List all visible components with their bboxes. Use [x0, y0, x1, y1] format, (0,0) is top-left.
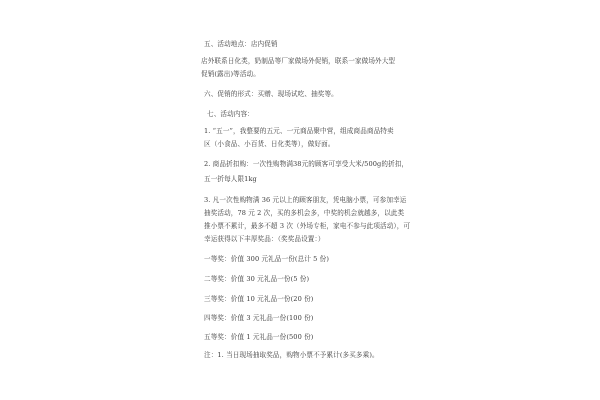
item1-line1: 1. “五一”，我整要的五元、一元商品聚中营，组成商品商品特卖 — [204, 127, 394, 135]
item3-line3: 推小票不累计，最多不超 3 次（外场专柜，家电不参与此项活动），可 — [204, 222, 411, 230]
note: 注：1. 当日现场抽取奖品，购物小票不予累计(多买多乘)。 — [204, 351, 379, 359]
item3-line4: 幸运获得以下丰厚奖品：（奖奖品设置：） — [204, 235, 325, 243]
prize-first: 一等奖：价值 300 元礼品一份(总计 5 份) — [204, 255, 330, 263]
item2-line2: 五一折每人限1kg — [204, 175, 257, 183]
section5-body-line2: 促销(露出)等活动。 — [201, 70, 260, 78]
section5-heading: 五、活动地点：店内促销 — [204, 40, 278, 48]
item1-line2: 区（小食品、小百货、日化类等），做好面。 — [204, 140, 335, 148]
item3-line2: 抽奖活动，78 元 2 次，买的多机会多，中奖的机会就越多，以此类 — [204, 209, 405, 217]
section5-body-line1: 店外联系日化类，奶制品等厂家做场外促销，联系一家做场外大型 — [201, 57, 396, 65]
prize-fifth: 五等奖：价值 1 元礼品一份(500 份) — [204, 333, 314, 341]
prize-fourth: 四等奖：价值 3 元礼品一份(100 份) — [204, 314, 314, 322]
item3-line1: 3. 凡一次性购物满 36 元以上的顾客朋友，凭电脑小票，可参加幸运 — [204, 196, 407, 204]
section6-heading: 六、促销的形式：买赠、现场试吃、抽奖等。 — [204, 90, 338, 98]
item2-line1: 2. 商品折扣购：一次性购物满38元的顾客可享受大米/500g的折扣， — [204, 160, 409, 168]
prize-third: 三等奖：价值 10 元礼品一份(20 份) — [204, 295, 314, 303]
prize-second: 二等奖：价值 30 元礼品一份(5 份) — [204, 275, 310, 283]
section7-heading: 七、活动内容： — [207, 110, 254, 118]
